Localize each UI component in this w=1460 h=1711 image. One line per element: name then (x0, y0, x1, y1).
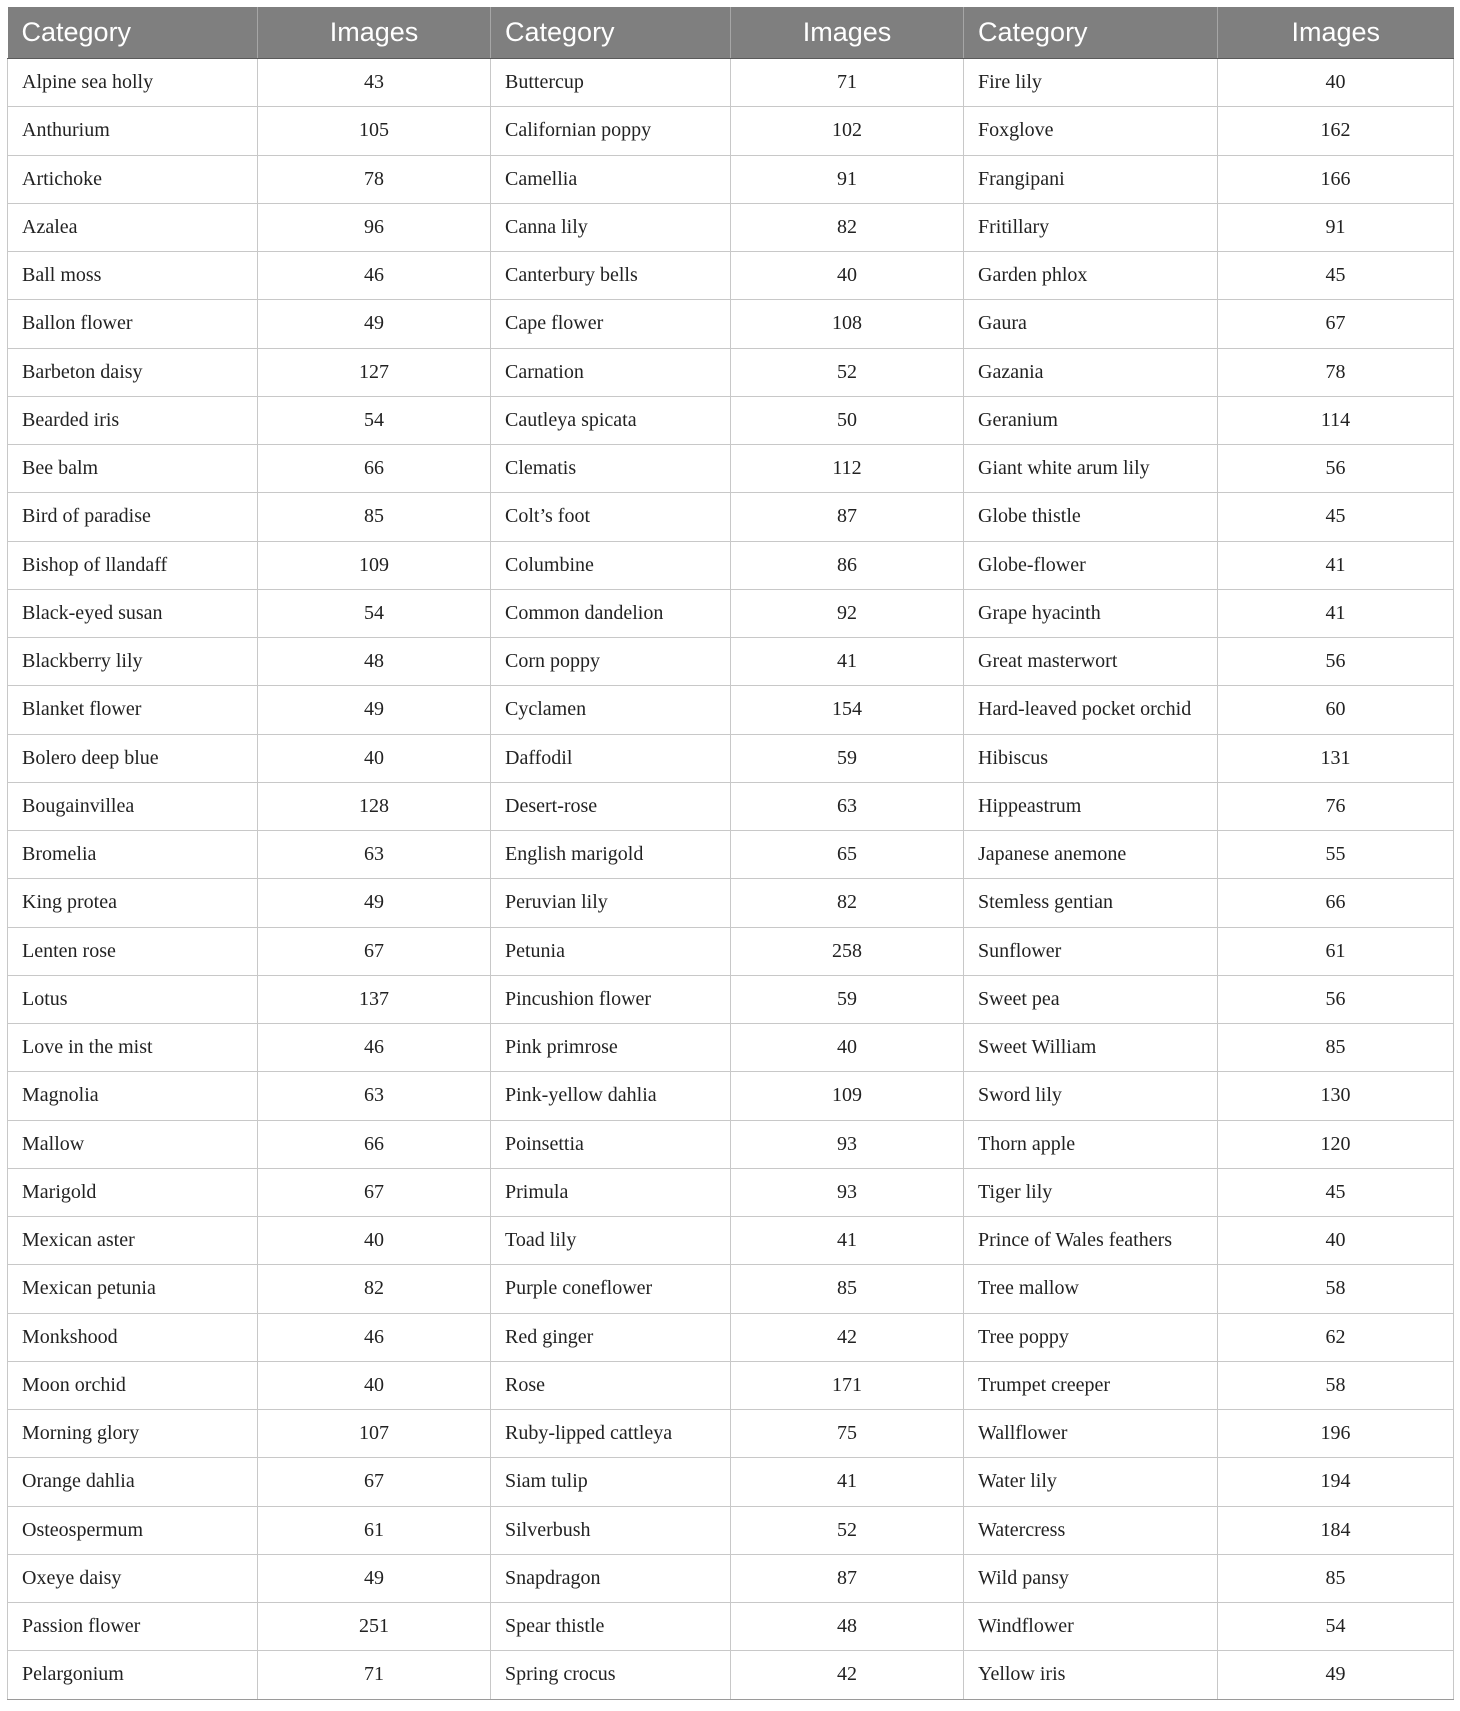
images-cell: 194 (1218, 1458, 1454, 1506)
category-cell: Cyclamen (491, 686, 731, 734)
category-cell: Bolero deep blue (8, 734, 258, 782)
images-cell: 49 (258, 300, 491, 348)
table-row (8, 831, 1454, 879)
table-row (8, 638, 1454, 686)
images-cell: 41 (731, 1458, 964, 1506)
category-cell: Carnation (491, 348, 731, 396)
table-row (8, 589, 1454, 637)
images-cell: 41 (1218, 589, 1454, 637)
images-cell: 85 (258, 493, 491, 541)
category-cell: Canna lily (491, 203, 731, 251)
images-cell: 46 (258, 252, 491, 300)
images-cell: 154 (731, 686, 964, 734)
images-cell: 66 (258, 1120, 491, 1168)
images-cell: 108 (731, 300, 964, 348)
images-cell: 131 (1218, 734, 1454, 782)
table-row (8, 782, 1454, 830)
images-cell: 251 (258, 1603, 491, 1651)
images-cell: 43 (258, 59, 491, 107)
images-cell: 59 (731, 975, 964, 1023)
images-cell: 41 (1218, 541, 1454, 589)
images-cell: 45 (1218, 1168, 1454, 1216)
category-cell: Ball moss (8, 252, 258, 300)
category-cell: Alpine sea holly (8, 59, 258, 107)
category-cell: Wallflower (964, 1410, 1218, 1458)
images-cell: 112 (731, 445, 964, 493)
table-row (8, 1120, 1454, 1168)
category-cell: Azalea (8, 203, 258, 251)
images-cell: 49 (1218, 1651, 1454, 1699)
images-cell: 85 (731, 1265, 964, 1313)
category-cell: Tiger lily (964, 1168, 1218, 1216)
images-cell: 49 (258, 879, 491, 927)
table-row (8, 1603, 1454, 1651)
images-cell: 58 (1218, 1361, 1454, 1409)
category-cell: Snapdragon (491, 1554, 731, 1602)
images-cell: 63 (258, 1072, 491, 1120)
category-cell: Blanket flower (8, 686, 258, 734)
category-cell: Hard-leaved pocket orchid (964, 686, 1218, 734)
table-row (8, 734, 1454, 782)
table-row (8, 1072, 1454, 1120)
images-cell: 67 (258, 1168, 491, 1216)
images-cell: 56 (1218, 975, 1454, 1023)
category-cell: Rose (491, 1361, 731, 1409)
category-cell: Canterbury bells (491, 252, 731, 300)
images-cell: 40 (1218, 59, 1454, 107)
category-cell: English marigold (491, 831, 731, 879)
images-cell: 63 (258, 831, 491, 879)
images-cell: 41 (731, 1217, 964, 1265)
category-cell: Monkshood (8, 1313, 258, 1361)
category-cell: Clematis (491, 445, 731, 493)
category-cell: Prince of Wales feathers (964, 1217, 1218, 1265)
category-cell: Buttercup (491, 59, 731, 107)
table-row (8, 59, 1454, 107)
images-cell: 166 (1218, 155, 1454, 203)
table-row (8, 879, 1454, 927)
images-cell: 87 (731, 1554, 964, 1602)
images-cell: 92 (731, 589, 964, 637)
category-cell: Cape flower (491, 300, 731, 348)
images-cell: 85 (1218, 1554, 1454, 1602)
table-row (8, 686, 1454, 734)
images-cell: 40 (258, 1217, 491, 1265)
header-category-1: Category (8, 7, 258, 59)
table-body (8, 59, 1454, 1700)
category-cell: Bearded iris (8, 396, 258, 444)
category-cell: Foxglove (964, 107, 1218, 155)
images-cell: 50 (731, 396, 964, 444)
category-cell: Garden phlox (964, 252, 1218, 300)
table-row (8, 300, 1454, 348)
table-row (8, 1217, 1454, 1265)
category-cell: Sword lily (964, 1072, 1218, 1120)
category-cell: Stemless gentian (964, 879, 1218, 927)
images-cell: 87 (731, 493, 964, 541)
table-row (8, 203, 1454, 251)
images-cell: 52 (731, 1506, 964, 1554)
images-cell: 196 (1218, 1410, 1454, 1458)
images-cell: 91 (731, 155, 964, 203)
category-cell: Barbeton daisy (8, 348, 258, 396)
images-cell: 109 (258, 541, 491, 589)
category-cell: Gazania (964, 348, 1218, 396)
category-cell: Poinsettia (491, 1120, 731, 1168)
images-cell: 66 (1218, 879, 1454, 927)
images-cell: 65 (731, 831, 964, 879)
category-cell: Columbine (491, 541, 731, 589)
table-row (8, 1361, 1454, 1409)
images-cell: 58 (1218, 1265, 1454, 1313)
category-cell: Sweet pea (964, 975, 1218, 1023)
category-cell: Mallow (8, 1120, 258, 1168)
images-cell: 109 (731, 1072, 964, 1120)
category-cell: Peruvian lily (491, 879, 731, 927)
table-row (8, 445, 1454, 493)
category-cell: Globe-flower (964, 541, 1218, 589)
category-cell: Mexican petunia (8, 1265, 258, 1313)
table-row (8, 155, 1454, 203)
images-cell: 85 (1218, 1024, 1454, 1072)
images-cell: 76 (1218, 782, 1454, 830)
category-cell: Fritillary (964, 203, 1218, 251)
category-cell: Bird of paradise (8, 493, 258, 541)
category-cell: Windflower (964, 1603, 1218, 1651)
table-row (8, 1168, 1454, 1216)
images-cell: 102 (731, 107, 964, 155)
table-row (8, 1410, 1454, 1458)
category-cell: Corn poppy (491, 638, 731, 686)
category-cell: Cautleya spicata (491, 396, 731, 444)
images-cell: 66 (258, 445, 491, 493)
table-row (8, 927, 1454, 975)
table-row (8, 493, 1454, 541)
category-cell: Lotus (8, 975, 258, 1023)
images-cell: 78 (1218, 348, 1454, 396)
category-cell: Frangipani (964, 155, 1218, 203)
category-cell: Bougainvillea (8, 782, 258, 830)
category-cell: Tree mallow (964, 1265, 1218, 1313)
category-cell: Morning glory (8, 1410, 258, 1458)
category-cell: Blackberry lily (8, 638, 258, 686)
table-row (8, 1651, 1454, 1699)
images-cell: 162 (1218, 107, 1454, 155)
category-cell: Bromelia (8, 831, 258, 879)
images-cell: 93 (731, 1120, 964, 1168)
images-cell: 71 (731, 59, 964, 107)
table-header-row (8, 7, 1454, 59)
category-cell: Mexican aster (8, 1217, 258, 1265)
category-cell: Spear thistle (491, 1603, 731, 1651)
table-row (8, 107, 1454, 155)
category-cell: Great masterwort (964, 638, 1218, 686)
images-cell: 60 (1218, 686, 1454, 734)
images-cell: 41 (731, 638, 964, 686)
table-row (8, 252, 1454, 300)
images-cell: 114 (1218, 396, 1454, 444)
category-cell: Artichoke (8, 155, 258, 203)
table-row (8, 541, 1454, 589)
table-row (8, 396, 1454, 444)
category-cell: Camellia (491, 155, 731, 203)
images-cell: 62 (1218, 1313, 1454, 1361)
category-cell: Black-eyed susan (8, 589, 258, 637)
category-cell: Sunflower (964, 927, 1218, 975)
category-cell: Hippeastrum (964, 782, 1218, 830)
category-cell: Thorn apple (964, 1120, 1218, 1168)
category-cell: Daffodil (491, 734, 731, 782)
category-cell: Orange dahlia (8, 1458, 258, 1506)
header-images-3: Images (1218, 7, 1454, 59)
category-cell: Sweet William (964, 1024, 1218, 1072)
images-cell: 56 (1218, 445, 1454, 493)
category-cell: Passion flower (8, 1603, 258, 1651)
images-cell: 93 (731, 1168, 964, 1216)
table-row (8, 1024, 1454, 1072)
images-cell: 40 (731, 1024, 964, 1072)
images-cell: 130 (1218, 1072, 1454, 1120)
category-cell: Primula (491, 1168, 731, 1216)
images-cell: 128 (258, 782, 491, 830)
images-cell: 137 (258, 975, 491, 1023)
images-cell: 258 (731, 927, 964, 975)
category-cell: King protea (8, 879, 258, 927)
category-cell: Hibiscus (964, 734, 1218, 782)
category-cell: Desert-rose (491, 782, 731, 830)
header-category-3: Category (964, 7, 1218, 59)
category-cell: Pink primrose (491, 1024, 731, 1072)
category-cell: Anthurium (8, 107, 258, 155)
category-cell: Toad lily (491, 1217, 731, 1265)
images-cell: 105 (258, 107, 491, 155)
category-cell: Oxeye daisy (8, 1554, 258, 1602)
category-cell: Ruby-lipped cattleya (491, 1410, 731, 1458)
images-cell: 78 (258, 155, 491, 203)
images-cell: 49 (258, 1554, 491, 1602)
category-cell: Yellow iris (964, 1651, 1218, 1699)
images-cell: 67 (258, 1458, 491, 1506)
images-cell: 49 (258, 686, 491, 734)
category-cell: Siam tulip (491, 1458, 731, 1506)
category-cell: Bishop of llandaff (8, 541, 258, 589)
images-cell: 82 (258, 1265, 491, 1313)
table-row (8, 1313, 1454, 1361)
category-cell: Magnolia (8, 1072, 258, 1120)
images-cell: 91 (1218, 203, 1454, 251)
images-cell: 46 (258, 1313, 491, 1361)
images-cell: 120 (1218, 1120, 1454, 1168)
category-cell: Petunia (491, 927, 731, 975)
category-cell: Giant white arum lily (964, 445, 1218, 493)
images-cell: 59 (731, 734, 964, 782)
images-cell: 67 (1218, 300, 1454, 348)
table-row (8, 975, 1454, 1023)
images-cell: 45 (1218, 252, 1454, 300)
table-row (8, 1506, 1454, 1554)
category-cell: Spring crocus (491, 1651, 731, 1699)
table-row (8, 1265, 1454, 1313)
category-cell: Pincushion flower (491, 975, 731, 1023)
category-cell: Red ginger (491, 1313, 731, 1361)
images-cell: 46 (258, 1024, 491, 1072)
images-cell: 67 (258, 927, 491, 975)
images-cell: 52 (731, 348, 964, 396)
header-images-2: Images (731, 7, 964, 59)
images-cell: 184 (1218, 1506, 1454, 1554)
images-cell: 45 (1218, 493, 1454, 541)
category-cell: Bee balm (8, 445, 258, 493)
images-cell: 61 (1218, 927, 1454, 975)
images-cell: 42 (731, 1313, 964, 1361)
images-cell: 54 (258, 396, 491, 444)
category-cell: Lenten rose (8, 927, 258, 975)
category-cell: Silverbush (491, 1506, 731, 1554)
images-cell: 75 (731, 1410, 964, 1458)
images-cell: 54 (1218, 1603, 1454, 1651)
category-table-container (7, 7, 1453, 1700)
images-cell: 40 (258, 734, 491, 782)
table-row (8, 1458, 1454, 1506)
category-cell: Japanese anemone (964, 831, 1218, 879)
images-cell: 42 (731, 1651, 964, 1699)
images-cell: 61 (258, 1506, 491, 1554)
images-cell: 40 (731, 252, 964, 300)
category-cell: Moon orchid (8, 1361, 258, 1409)
category-cell: Pink-yellow dahlia (491, 1072, 731, 1120)
header-category-2: Category (491, 7, 731, 59)
images-cell: 48 (258, 638, 491, 686)
category-cell: Gaura (964, 300, 1218, 348)
table-row (8, 1554, 1454, 1602)
category-cell: Osteospermum (8, 1506, 258, 1554)
category-cell: Wild pansy (964, 1554, 1218, 1602)
images-cell: 71 (258, 1651, 491, 1699)
header-images-1: Images (258, 7, 491, 59)
category-cell: Tree poppy (964, 1313, 1218, 1361)
images-cell: 86 (731, 541, 964, 589)
images-cell: 56 (1218, 638, 1454, 686)
images-cell: 171 (731, 1361, 964, 1409)
images-cell: 48 (731, 1603, 964, 1651)
images-cell: 82 (731, 879, 964, 927)
category-cell: Trumpet creeper (964, 1361, 1218, 1409)
category-cell: Love in the mist (8, 1024, 258, 1072)
images-cell: 55 (1218, 831, 1454, 879)
images-cell: 82 (731, 203, 964, 251)
category-cell: Pelargonium (8, 1651, 258, 1699)
images-cell: 127 (258, 348, 491, 396)
images-cell: 96 (258, 203, 491, 251)
category-cell: Colt’s foot (491, 493, 731, 541)
images-cell: 54 (258, 589, 491, 637)
images-cell: 107 (258, 1410, 491, 1458)
category-cell: Grape hyacinth (964, 589, 1218, 637)
category-images-table (7, 7, 1454, 1700)
images-cell: 63 (731, 782, 964, 830)
category-cell: Water lily (964, 1458, 1218, 1506)
images-cell: 40 (1218, 1217, 1454, 1265)
category-cell: Marigold (8, 1168, 258, 1216)
category-cell: Californian poppy (491, 107, 731, 155)
category-cell: Globe thistle (964, 493, 1218, 541)
category-cell: Ballon flower (8, 300, 258, 348)
table-row (8, 348, 1454, 396)
images-cell: 40 (258, 1361, 491, 1409)
category-cell: Fire lily (964, 59, 1218, 107)
category-cell: Watercress (964, 1506, 1218, 1554)
category-cell: Common dandelion (491, 589, 731, 637)
category-cell: Purple coneflower (491, 1265, 731, 1313)
category-cell: Geranium (964, 396, 1218, 444)
